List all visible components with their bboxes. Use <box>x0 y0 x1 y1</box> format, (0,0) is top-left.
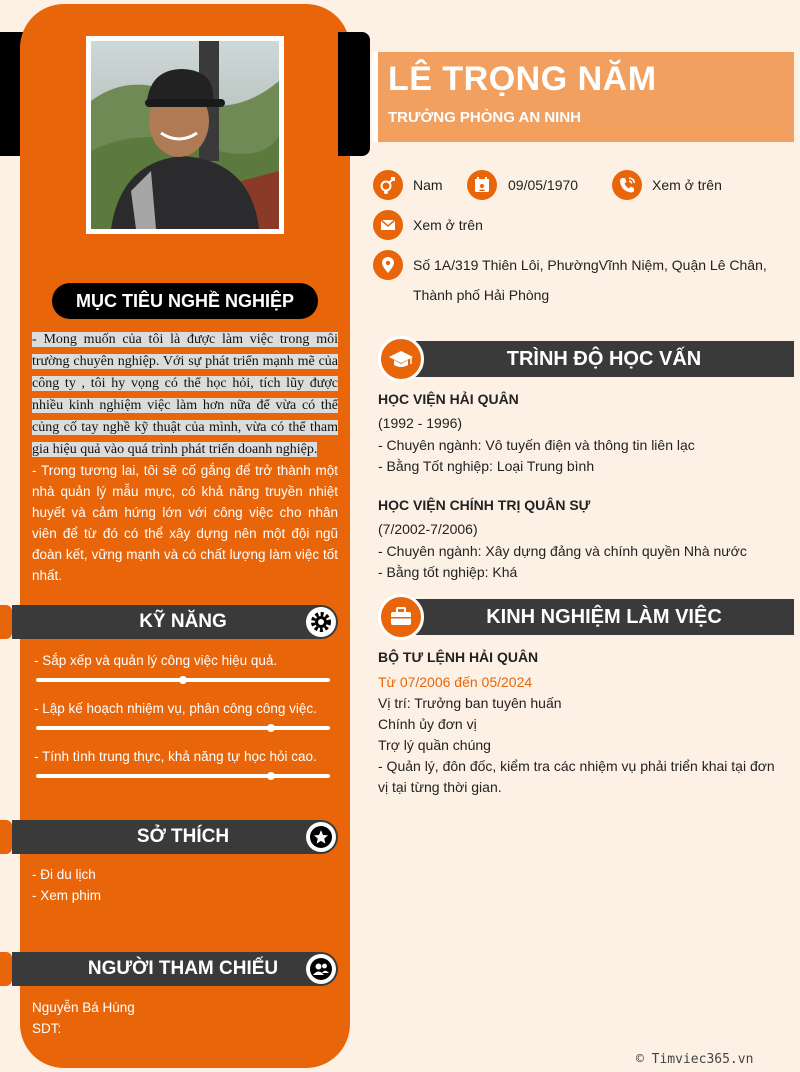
header-black-strip <box>338 32 370 156</box>
job-title: TRƯỞNG PHÒNG AN NINH <box>388 109 582 126</box>
objective-heading: MỤC TIÊU NGHỀ NGHIỆP <box>52 283 318 319</box>
school-major: - Chuyên ngành: Vô tuyến điện và thông tin liên lạc <box>378 437 695 453</box>
work-period: Từ 07/2006 đến 05/2024 <box>378 674 533 690</box>
skills-heading-bar <box>12 605 338 639</box>
mail-icon <box>373 210 403 240</box>
gender-value: Nam <box>413 177 443 193</box>
references-tab <box>0 952 12 986</box>
work-line: Trợ lý quần chúng <box>378 737 491 753</box>
reference-phone: SDT: <box>32 1021 62 1036</box>
work-line: vị tại từng thời gian. <box>378 779 502 795</box>
company-name: BỘ TƯ LỆNH HẢI QUÂN <box>378 649 539 665</box>
person-name: LÊ TRỌNG NĂM <box>388 60 657 98</box>
work-line: - Quản lý, đôn đốc, kiểm tra các nhiệm vụ phải triển khai tại đơn <box>378 758 775 774</box>
users-icon <box>306 954 336 984</box>
gear-icon <box>306 607 336 637</box>
phone-icon <box>612 170 642 200</box>
skill-bar <box>36 774 330 778</box>
objective-highlighted: - Mong muốn của tôi là được làm việc trong môi trường chuyên nghiệp. Với sự phát triển mạnh mẽ của công ty , tôi hy vọng có thể học hỏi, tích lũy được nhiều kinh nghiệm việc làm hơn nữa để vừa có thể củng cố tay nghề kỹ thuật của mình, vừa có thể tham gia hiệu quả vào quá trình phát triển doanh nghiệp. <box>32 332 338 457</box>
skills-tab <box>0 605 12 639</box>
references-heading: NGƯỜI THAM CHIẾU <box>87 958 279 979</box>
location-icon <box>373 250 403 280</box>
experience-heading-bar <box>402 599 794 635</box>
reference-name: Nguyễn Bá Hùng <box>32 1000 135 1015</box>
address-line1: Số 1A/319 Thiên Lôi, PhườngVĩnh Niệm, Quận Lê Chân, <box>413 257 767 273</box>
hobby-item: - Xem phim <box>32 888 102 903</box>
experience-heading: KINH NGHIỆM LÀM VIỆC <box>486 606 722 628</box>
objective-text <box>32 328 338 586</box>
skill-bar <box>36 726 330 730</box>
school-name: HỌC VIỆN HẢI QUÂN <box>378 391 519 407</box>
briefcase-icon <box>378 594 424 640</box>
school-period: (1992 - 1996) <box>378 415 463 431</box>
education-heading: TRÌNH ĐỘ HỌC VẤN <box>506 348 702 370</box>
skill-label: - Lập kế hoạch nhiệm vụ, phân công công việc. <box>34 701 317 716</box>
education-heading-bar <box>402 341 794 377</box>
hobby-item: - Đi du lịch <box>32 867 96 882</box>
school-name: HỌC VIỆN CHÍNH TRỊ QUÂN SỰ <box>378 497 591 513</box>
hobbies-heading: SỞ THÍCH <box>136 826 230 847</box>
school-degree: - Bằng tốt nghiệp: Khá <box>378 564 518 580</box>
skill-label: - Tính tình trung thực, khả năng tự học hỏi cao. <box>34 749 317 764</box>
skills-heading: KỸ NĂNG <box>139 611 227 632</box>
references-heading-bar <box>12 952 338 986</box>
avatar <box>91 41 279 229</box>
hobbies-heading-bar <box>12 820 338 854</box>
school-degree: - Bằng Tốt nghiệp: Loại Trung bình <box>378 458 595 474</box>
work-line: Vị trí: Trưởng ban tuyên huấn <box>378 695 562 711</box>
skill-knob <box>179 676 187 684</box>
graduation-icon <box>378 336 424 382</box>
address-line2: Thành phố Hải Phòng <box>413 287 550 303</box>
skill-label: - Sắp xếp và quản lý công việc hiệu quả. <box>34 653 278 668</box>
hobbies-tab <box>0 820 12 854</box>
work-line: Chính ủy đơn vị <box>378 716 477 732</box>
phone-value: Xem ở trên <box>652 177 722 193</box>
footer-credit: © Timviec365.vn <box>636 1052 754 1067</box>
school-major: - Chuyên ngành: Xây dựng đảng và chính quyền Nhà nước <box>378 543 747 559</box>
gender-icon <box>373 170 403 200</box>
school-period: (7/2002-7/2006) <box>378 521 478 537</box>
birthday-value: 09/05/1970 <box>508 177 579 193</box>
calendar-icon <box>467 170 497 200</box>
skill-bar <box>36 678 330 682</box>
objective-paragraph: - Trong tương lai, tôi sẽ cố gắng để trở thành một nhà quản lý mẫu mực, có khả năng truyền nhiệt huyết và cảm hứng lớn với công việc cho nhân viên để từ đó có thể xây dựng nên một đội ngũ đoàn kết, vững mạnh và có chất lượng làm việc tốt nhất. <box>32 463 338 583</box>
star-icon <box>306 822 336 852</box>
email-value: Xem ở trên <box>413 217 483 233</box>
